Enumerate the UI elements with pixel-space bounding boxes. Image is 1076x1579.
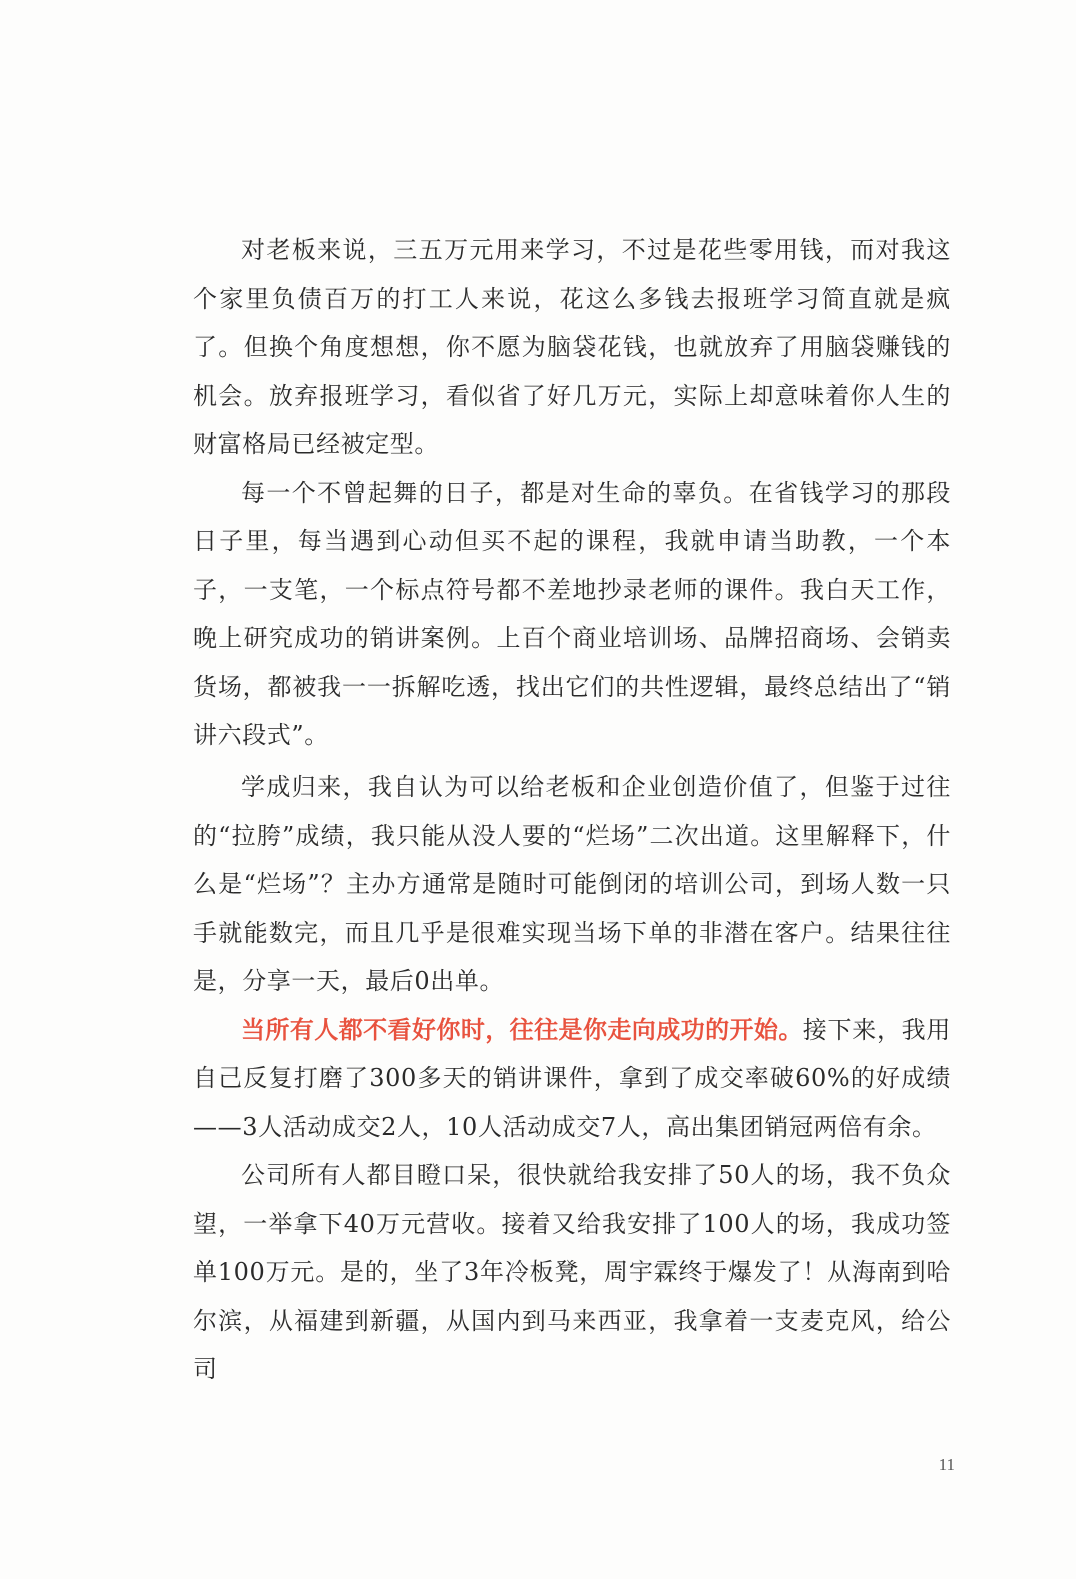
paragraph-4-rest: 接下来，我用自己反复打磨了300多天的销讲课件，拿到了成交率破60%的好成绩——3人活动成交2人，10人活动成交7人，高出集团销冠两倍有余。: [193, 1015, 951, 1141]
paragraph-2: 每一个不曾起舞的日子，都是对生命的辜负。在省钱学习的那段日子里，每当遇到心动但买不起的课程，我就申请当助教，一个本子，一支笔，一个标点符号都不差地抄录老师的课件。我白天工作，晚上研究成功的销讲案例。上百个商业培训场、品牌招商场、会销卖货场，都被我一一拆解吃透，找出它们的共性逻辑，最终总结出了“销讲六段式”。: [193, 478, 951, 749]
text-section-2: [193, 763, 951, 1394]
paragraph-3: 学成归来，我自认为可以给老板和企业创造价值了，但鉴于过往的“拉胯”成绩，我只能从没人要的“烂场”二次出道。这里解释下，什么是“烂场”？主办方通常是随时可能倒闭的培训公司，到场人数一只手就能数完，而且几乎是很难实现当场下单的非潜在客户。结果往往是，分享一天，最后0出单。: [193, 773, 951, 995]
paragraph-4: [193, 1006, 951, 1152]
paragraph-5: 公司所有人都目瞪口呆，很快就给我安排了50人的场，我不负众望，一举拿下40万元营收。接着又给我安排了100人的场，我成功签单100万元。是的，坐了3年冷板凳，周宇霖终于爆发了！从海南到哈尔滨，从福建到新疆，从国内到马来西亚，我拿着一支麦克风，给公司: [193, 1161, 951, 1383]
page-number: 11: [938, 1455, 955, 1474]
text-section-1: [193, 226, 951, 760]
paragraph-1: 对老板来说，三五万元用来学习，不过是花些零用钱，而对我这个家里负债百万的打工人来说，花这么多钱去报班学习简直就是疯了。但换个角度想想，你不愿为脑袋花钱，也就放弃了用脑袋赚钱的机会。放弃报班学习，看似省了好几万元，实际上却意味着你人生的财富格局已经被定型。: [193, 236, 951, 458]
highlighted-sentence: 当所有人都不看好你时，往往是你走向成功的开始。: [241, 1015, 803, 1044]
